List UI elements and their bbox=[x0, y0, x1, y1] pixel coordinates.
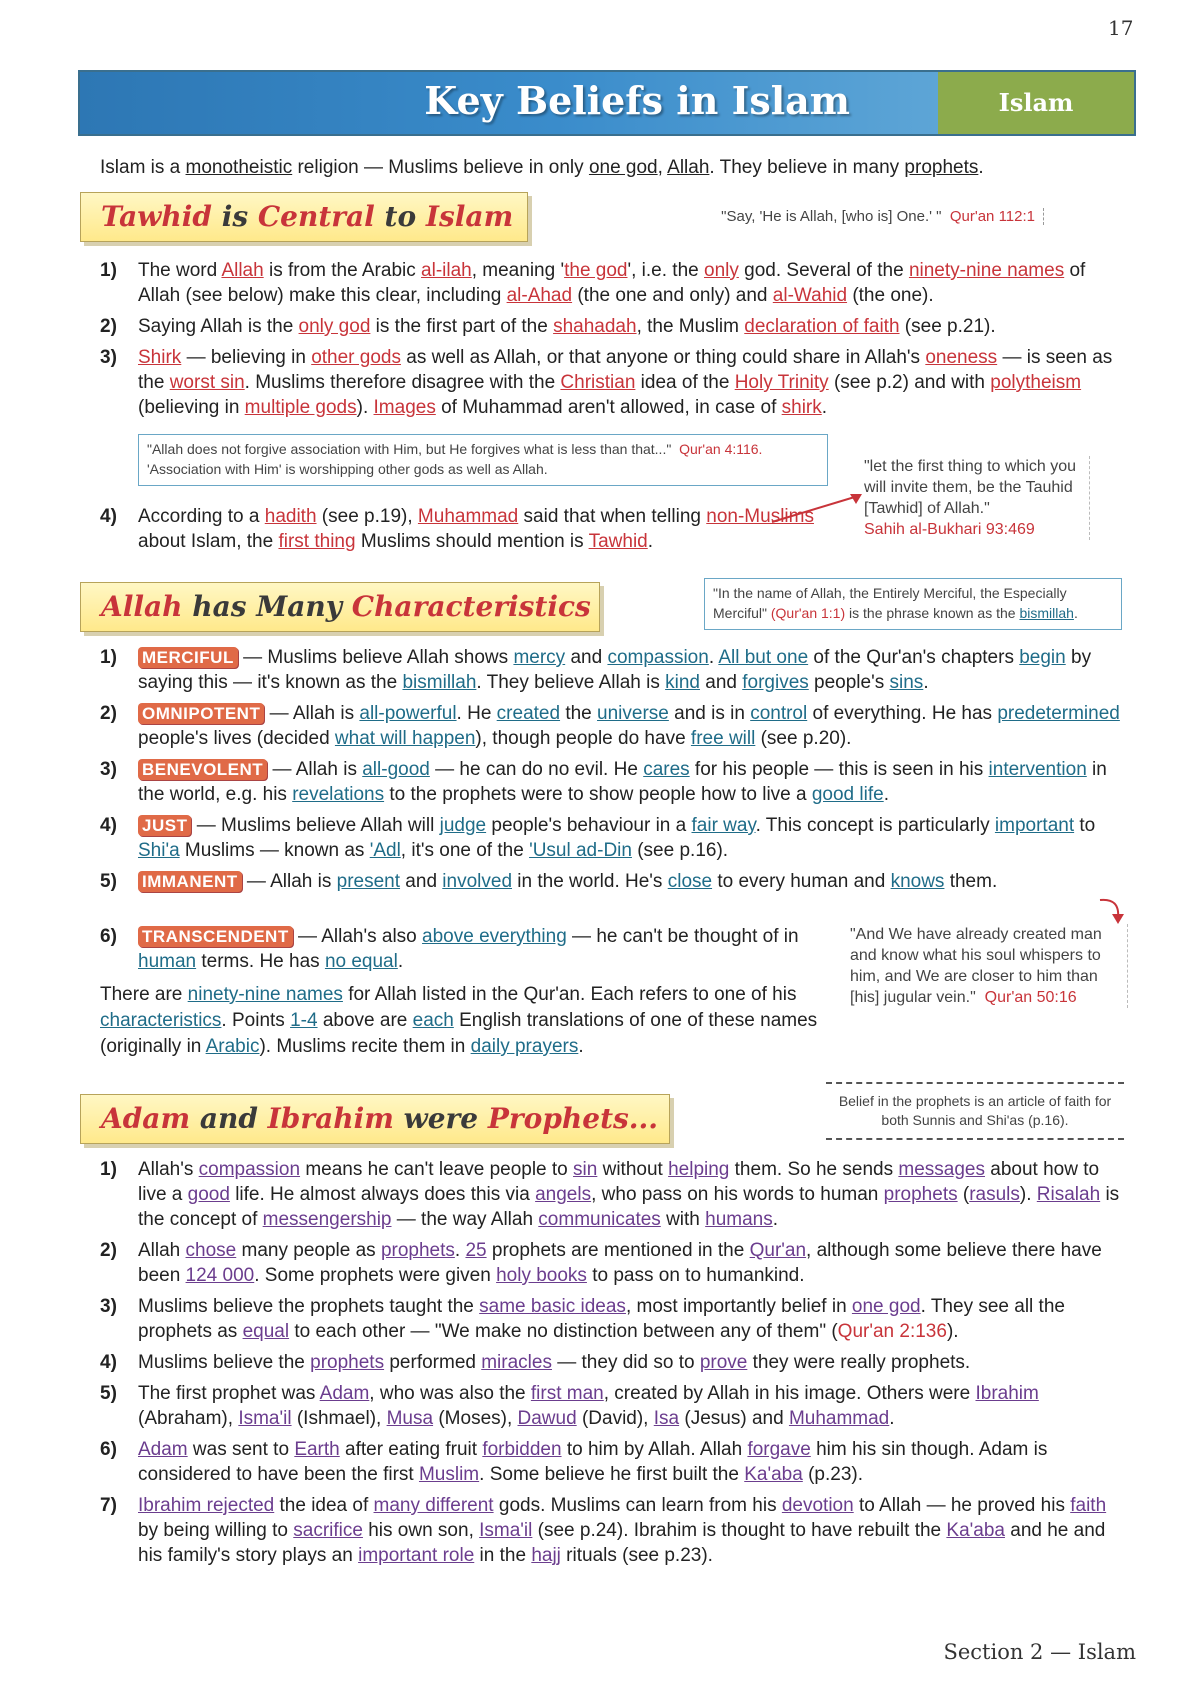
list-item: 7) Ibrahim rejected the idea of many different gods. Muslims can learn from his devotion to Allah — he proved his faith by being willing to sacrifice his own son, Isma'il (see p.24). Ibrahim is thought to have rebuilt the Ka'aba and he and his family's story plays an important role in the hajj rituals (see p.23). bbox=[100, 1495, 1107, 1566]
section-tag: Islam bbox=[938, 72, 1134, 134]
list-item: 4) Muslims believe the prophets performed miracles — they did so to prove they were really prophets. bbox=[100, 1352, 971, 1373]
tawhid-list-4 bbox=[100, 504, 860, 560]
page-number: 17 bbox=[1108, 16, 1134, 40]
quran-quote-112: "Say, 'He is Allah, [who is] One.' " Qur'an 112:1 bbox=[664, 208, 1044, 225]
badge-merciful: MERCIFUL bbox=[138, 647, 238, 668]
list-item: 1) MERCIFUL — Muslims believe Allah shows mercy and compassion. All but one of the Qur'an's chapters begin by saying this — it's known as the bismillah. They believe Allah is kind and forgives people's sins. bbox=[100, 647, 1092, 693]
list-item: 4) JUST — Muslims believe Allah will judge people's behaviour in a fair way. This concept is particularly important to Shi'a Muslims — known as 'Adl, it's one of the 'Usul ad-Din (see p.16). bbox=[100, 815, 1096, 861]
section-heading-prophets: Adam and Ibrahim were Prophets... bbox=[80, 1094, 670, 1144]
hadith-quote: "let the first thing to which you will invite them, be the Tauhid [Tawhid] of Allah." Sahih al-Bukhari 93:469 bbox=[864, 456, 1090, 540]
characteristics-list-6 bbox=[100, 924, 860, 980]
list-item: 5) The first prophet was Adam, who was also the first man, created by Allah in his image. Others were Ibrahim (Abraham), Isma'il (Ishmael), Musa (Moses), Dawud (David), Isa (Jesus) and Muhammad. bbox=[100, 1383, 1039, 1429]
badge-transcendent: TRANSCENDENT bbox=[138, 926, 293, 947]
list-item: 6) Adam was sent to Earth after eating fruit forbidden to him by Allah. Allah forgave him his sin though. Adam is considered to have been the first Muslim. Some believe he first built the Ka'aba (p.23). bbox=[100, 1439, 1048, 1485]
quran-quote-4-116: "Allah does not forgive association with Him, but He forgives what is less than that..." Qur'an 4:116. 'Association with Him' is worshipping other gods as well as Allah. bbox=[138, 434, 828, 486]
list-item: 1) Allah's compassion means he can't leave people to sin without helping them. So he sends messages about how to live a good life. He almost always does this via angels, who pass on his words to human prophets (rasuls). Risalah is the concept of messengership — the way Allah communicates with humans. bbox=[100, 1159, 1120, 1230]
quran-quote-50-16: "And We have already created man and know what his soul whispers to him, and We are closer to him than [his] jugular vein." Qur'an 50:16 bbox=[850, 924, 1128, 1008]
prophets-list bbox=[100, 1157, 1130, 1574]
section-heading-tawhid: Tawhid is Central to Islam bbox=[80, 192, 528, 242]
curved-arrow-icon bbox=[1098, 896, 1128, 926]
badge-immanent: IMMANENT bbox=[138, 871, 242, 892]
ninety-nine-names-paragraph: There are ninety-nine names for Allah listed in the Qur'an. Each refers to one of his characteristics. Points 1-4 above are each English translations of one of these names (originally in Arabic). Muslims recite them in daily prayers. bbox=[100, 984, 818, 1057]
page-title: Key Beliefs in Islam bbox=[424, 78, 850, 123]
list-item: 5) IMMANENT — Allah is present and involved in the world. He's close to every human and knows them. bbox=[100, 871, 998, 892]
list-item: 3) Shirk — believing in other gods as well as Allah, or that anyone or thing could share in Allah's oneness — is seen as the worst sin. Muslims therefore disagree with the Christian idea of the Holy Trinity (see p.2) and with polytheism (believing in multiple gods). Images of Muhammad aren't allowed, in case of shirk. bbox=[100, 347, 1113, 418]
list-item: 2) Allah chose many people as prophets. 25 prophets are mentioned in the Qur'an, although some believe there have been 124 000. Some prophets were given holy books to pass on to humankind. bbox=[100, 1240, 1102, 1286]
footer-section-label: Section 2 — Islam bbox=[943, 1640, 1136, 1664]
badge-just: JUST bbox=[138, 815, 191, 836]
badge-benevolent: BENEVOLENT bbox=[138, 759, 267, 780]
prophets-note: Belief in the prophets is an article of faith for both Sunnis and Shi'as (p.16). bbox=[826, 1082, 1124, 1140]
bismillah-quote: "In the name of Allah, the Entirely Merciful, the Especially Merciful" (Qur'an 1:1) is the phrase known as the bismillah. bbox=[704, 578, 1122, 630]
list-item: 3) Muslims believe the prophets taught the same basic ideas, most importantly belief in one god. They see all the prophets as equal to each other — "We make no distinction between any of them" (Qur'an 2:136). bbox=[100, 1296, 1065, 1342]
list-item: 2) Saying Allah is the only god is the first part of the shahadah, the Muslim declaration of faith (see p.21). bbox=[100, 316, 996, 337]
list-item: 3) BENEVOLENT — Allah is all-good — he can do no evil. He cares for his people — this is seen in his intervention in the world, e.g. his revelations to the prophets were to show people how to live a good life. bbox=[100, 759, 1107, 805]
characteristics-list bbox=[100, 645, 1130, 900]
list-item: 6) TRANSCENDENT — Allah's also above everything — he can't be thought of in human terms. He has no equal. bbox=[100, 926, 799, 972]
list-item: 4) According to a hadith (see p.19), Muhammad said that when telling non-Muslims about Islam, the first thing Muslims should mention is Tawhid. bbox=[100, 506, 814, 552]
list-item: 1) The word Allah is from the Arabic al-ilah, meaning 'the god', i.e. the only god. Several of the ninety-nine names of Allah (see below) make this clear, including al-Ahad (the one and only) and al-Wahid (the one). bbox=[100, 260, 1086, 306]
section-heading-characteristics: Allah has Many Characteristics bbox=[80, 582, 600, 632]
title-bar bbox=[78, 70, 1136, 136]
tawhid-list bbox=[100, 258, 1130, 426]
list-item: 2) OMNIPOTENT — Allah is all-powerful. He created the universe and is in control of everything. He has predetermined people's lives (decided what will happen), though people do have free will (see p.20). bbox=[100, 703, 1120, 749]
intro-paragraph: Islam is a monotheistic religion — Muslims believe in only one god, Allah. They believe in many prophets. bbox=[100, 157, 984, 178]
badge-omnipotent: OMNIPOTENT bbox=[138, 703, 264, 724]
